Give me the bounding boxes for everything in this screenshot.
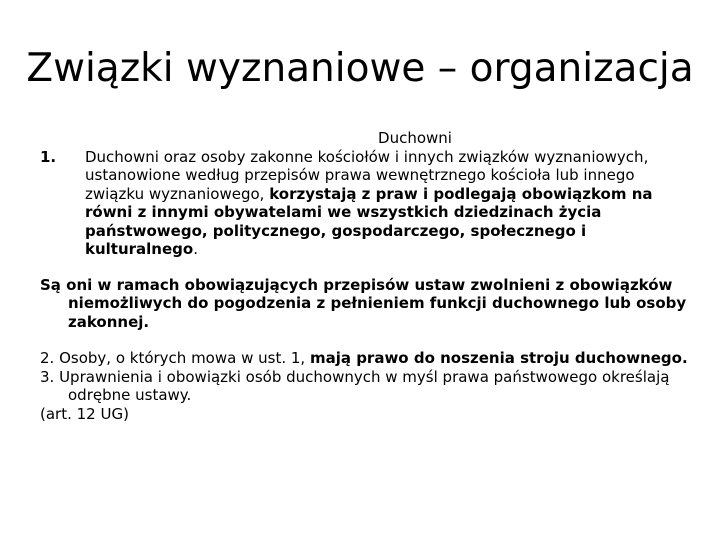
list-item-1 <box>40 148 690 259</box>
item2-part1: 2. Osoby, o których mowa w ust. 1, <box>40 349 310 367</box>
citation: (art. 12 UG) <box>40 404 129 423</box>
list-item-3: 3. Uprawnienia i obowiązki osób duchownych w myśl prawa państwowego określają odrębne ustawy. <box>40 367 670 404</box>
slide-body <box>40 129 690 423</box>
item1-part2: kościołów i innych związków wyznaniowych, ustanowione według przepisów prawa wewnętrznego kościoła lub innego związku wyznaniowego, <box>85 147 649 203</box>
item1-part3-bold: korzystają z praw i podlegają obowiązkom na równi z innymi obywatelami we wszystkich dziedzinach życia państwowego, politycznego, gospodarczego, społecznego i kulturalnego <box>85 184 653 258</box>
list-number: 1. <box>40 147 57 166</box>
item1-part4: . <box>193 240 198 258</box>
list-item-text <box>85 148 690 259</box>
item1-part1: Duchowni oraz osoby zakonne <box>85 147 313 166</box>
section-heading: Duchowni <box>378 129 452 147</box>
exemption-paragraph <box>40 276 690 332</box>
list-item-2 <box>40 349 690 368</box>
exemption-text: Są oni w ramach obowiązujących przepisów ustaw zwolnieni z obowiązków niemożliwych do pogodzenia z pełnieniem funkcji duchownego lub osoby zakonnej. <box>40 275 687 331</box>
item2-part2-bold: mają prawo do noszenia stroju duchownego. <box>309 349 688 367</box>
slide-title: Związki wyznaniowe – organizacja <box>26 46 694 91</box>
